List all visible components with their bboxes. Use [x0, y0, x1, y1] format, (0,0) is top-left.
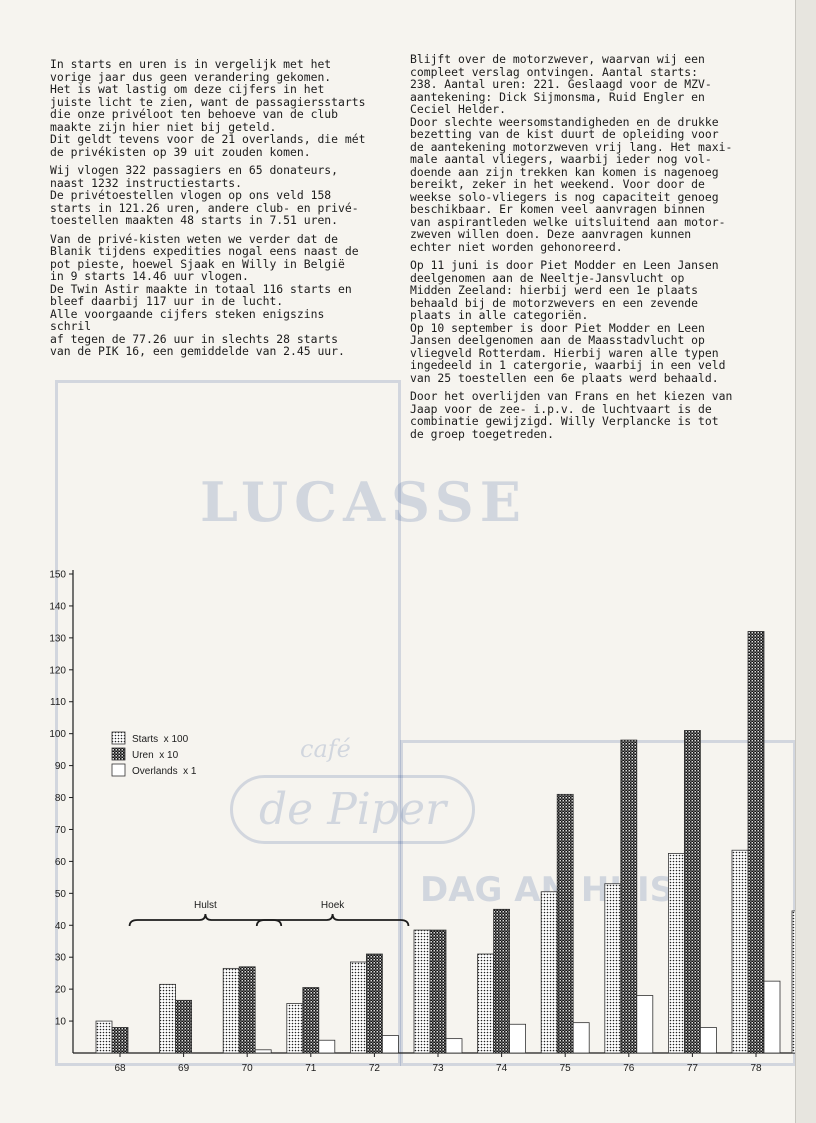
- legend-label: Overlands x 1: [132, 766, 197, 777]
- bar-78-series-1: [748, 631, 764, 1053]
- statistics-bar-chart: [0, 560, 796, 1080]
- bar-72-series-1: [366, 954, 382, 1053]
- legend-swatch: [112, 732, 125, 744]
- show-through-dag-an-huis: DAG AN HUIS: [420, 870, 675, 910]
- bar-70-series-2: [255, 1050, 271, 1053]
- bar-75-series-2: [573, 1023, 589, 1053]
- bar-77-series-2: [700, 1027, 716, 1053]
- paragraph: Op 11 juni is door Piet Modder en Leen Jansen deelgenomen aan de Neeltje-Jansvlucht op Midden Zeeland: hierbij werd een 1e plaats behaald bij de motorzwevers en een zevende plaats in alle categoriën. Op 10 september is door Piet Modder en Leen Jansen deelgenomen aan de Maasstadvlucht op vliegveld Rotterdam. Hierbij waren alle typen ingedeeld in 1 catergorie, waarbij in een veld van 25 toestellen een 6e plaats werd behaald.: [410, 258, 726, 385]
- paragraph: Door het overlijden van Frans en het kiezen van Jaap voor de zee- i.p.v. de luchtvaart is de combinatie gewijzigd. Willy Verplancke is tot de groep toegetreden.: [410, 389, 733, 441]
- annotation-brace: [130, 914, 282, 926]
- bar-76-series-0: [605, 884, 621, 1053]
- x-tick-label: 74: [496, 1063, 508, 1074]
- y-tick-label: 130: [49, 633, 66, 645]
- x-tick-label: 68: [114, 1063, 126, 1074]
- x-tick-label: 69: [178, 1063, 190, 1074]
- paragraph: Van de privé-kisten weten we verder dat de Blanik tijdens expedities nogal eens naast de pot pieste, hoewel Sjaak en Willy in België in 9 starts 14.46 uur vlogen. De Twin Astir maakte in totaal 116 starts en bleef daarbij 117 uur in de lucht. Alle voorgaande cijfers steken enigszins schril af tegen de 77.26 uur in slechts 28 starts van de PIK 16, een gemiddelde van 2.45 uur.: [50, 231, 359, 358]
- bar-77-series-1: [684, 730, 700, 1053]
- legend-swatch: [112, 748, 125, 760]
- bar-71-series-1: [303, 988, 319, 1053]
- adjacent-page-edge: [795, 0, 816, 1123]
- annotation-label: Hulst: [194, 900, 217, 911]
- y-tick-label: 60: [54, 856, 66, 868]
- y-tick-label: 100: [49, 729, 66, 741]
- legend-swatch: [112, 764, 125, 776]
- chart-bars: [96, 631, 796, 1053]
- x-tick-label: 71: [305, 1063, 317, 1074]
- bar-75-series-0: [541, 892, 557, 1053]
- x-tick-label: 78: [750, 1063, 762, 1074]
- right-text-column: [410, 53, 750, 446]
- paragraph: Wij vlogen 322 passagiers en 65 donateurs, naast 1232 instructiestarts. De privétoestellen vlogen op ons veld 158 starts in 121.26 uren, andere club- en privé- toestellen maakten 48 starts in 7.51 uren.: [50, 163, 359, 227]
- y-tick-label: 120: [49, 665, 66, 677]
- show-through-de-piper: de Piper: [230, 775, 475, 844]
- y-tick-label: 10: [54, 1016, 66, 1028]
- bar-77-series-0: [668, 853, 684, 1053]
- paragraph: Blijft over de motorzwever, waarvan wij een compleet verslag ontvingen. Aantal starts: 238. Aantal uren: 221. Geslaagd voor de MZV- aantekening: Dick Sijmonsma, Ruid Engler en Ceciel Helder. Door slechte weersomstandigheden en de drukke bezetting van de kist duurt de opleiding voor de aantekening motorzweven vrij lang. Het maxi- male aantal vliegers, waarbij ieder nog vol- doende aan zijn trekken kan komen is nagenoeg bereikt, zeker in het weekend. Voor door de weekse solo-vliegers is nog capaciteit genoeg beschikbaar. Er komen veel aanvragen binnen van aspirantleden welke uitsluitend aan motor- zweven willen doen. Deze aanvragen kunnen echter niet worden gehonoreerd.: [410, 52, 733, 254]
- bar-73-series-1: [430, 930, 446, 1053]
- x-tick-label: 77: [686, 1063, 698, 1074]
- bar-76-series-1: [621, 740, 637, 1053]
- y-tick-label: 20: [54, 984, 66, 996]
- y-tick-label: 140: [49, 601, 66, 613]
- bar-74-series-0: [478, 954, 494, 1053]
- bar-69-series-1: [176, 1000, 192, 1053]
- bar-68-series-0: [96, 1021, 112, 1053]
- bar-72-series-0: [350, 962, 366, 1053]
- bar-78-series-0: [732, 850, 748, 1053]
- chart-annotations: [130, 900, 409, 926]
- left-text-column: [50, 58, 370, 364]
- bar-76-series-2: [637, 996, 653, 1053]
- bar-71-series-0: [287, 1004, 303, 1053]
- x-tick-label: 70: [241, 1063, 253, 1074]
- bar-68-series-1: [112, 1027, 128, 1053]
- x-tick-label: 73: [432, 1063, 444, 1074]
- y-tick-label: 40: [54, 920, 66, 932]
- show-through-lucasse: LUCASSE: [200, 470, 527, 534]
- bar-70-series-1: [239, 967, 255, 1053]
- bar-71-series-2: [319, 1040, 335, 1053]
- y-tick-label: 30: [54, 952, 66, 964]
- x-tick-label: 72: [368, 1063, 380, 1074]
- show-through-cafe: café: [300, 735, 351, 763]
- y-tick-label: 80: [54, 793, 66, 805]
- y-tick-label: 150: [49, 569, 66, 581]
- x-tick-label: 76: [623, 1063, 635, 1074]
- x-tick-label: 75: [559, 1063, 571, 1074]
- paragraph: In starts en uren is in vergelijk met het vorige jaar dus geen verandering gekomen. Het is wat lastig om deze cijfers in het juiste licht te zien, want de passagiersstarts die onze privéloot ten behoeve van de club maakte zijn hier niet bij geteld. Dit geldt tevens voor de 21 overlands, die mét de privékisten op 39 uit zouden komen.: [50, 57, 366, 159]
- chart-labels: [49, 570, 762, 1075]
- legend-label: Uren x 10: [132, 750, 179, 761]
- bar-78-series-2: [764, 981, 780, 1053]
- annotation-brace: [257, 914, 409, 926]
- chart-legend: [112, 732, 197, 777]
- bar-72-series-2: [382, 1035, 398, 1053]
- bar-73-series-0: [414, 930, 430, 1053]
- bar-70-series-0: [223, 968, 239, 1053]
- bar-74-series-2: [510, 1024, 526, 1053]
- legend-label: Starts x 100: [132, 734, 189, 745]
- bar-73-series-2: [446, 1039, 462, 1053]
- bar-74-series-1: [494, 909, 510, 1053]
- bar-69-series-0: [160, 984, 176, 1053]
- bar-75-series-1: [557, 794, 573, 1053]
- annotation-label: Hoek: [320, 900, 345, 911]
- y-tick-label: 90: [54, 761, 66, 773]
- y-tick-label: 70: [54, 824, 66, 836]
- y-tick-label: 110: [50, 697, 66, 709]
- y-tick-label: 50: [54, 888, 66, 900]
